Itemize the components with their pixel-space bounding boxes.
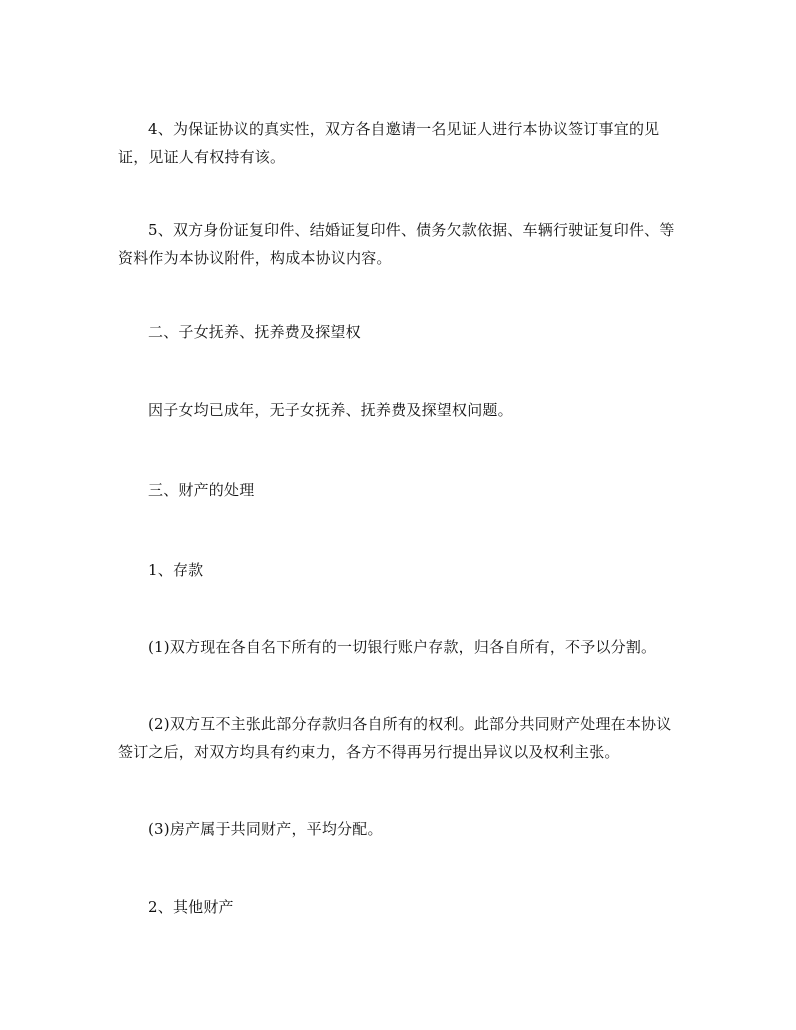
subheading-other-property: 2、其他财产 bbox=[148, 898, 234, 916]
paragraph-deposit-item-1: (1)双方现在各自名下所有的一切银行账户存款，归各自所有，不予以分割。 bbox=[148, 638, 657, 656]
section-heading-property: 三、财产的处理 bbox=[148, 481, 255, 499]
paragraph-deposit-item-2: (2)双方互不主张此部分存款归各自所有的权利。此部分共同财产处理在本协议签订之后，对双方均具有约束力，各方不得再另行提出异议以及权利主张。 bbox=[118, 715, 672, 761]
paragraph-deposit-item-3: (3)房产属于共同财产，平均分配。 bbox=[148, 820, 383, 838]
paragraph-children-adult: 因子女均已成年，无子女抚养、抚养费及探望权问题。 bbox=[148, 401, 513, 419]
section-heading-child-custody: 二、子女抚养、抚养费及探望权 bbox=[148, 323, 361, 341]
paragraph-attachments-clause: 5、双方身份证复印件、结婚证复印件、债务欠款依据、车辆行驶证复印件、等资料作为本协议附件，构成本协议内容。 bbox=[118, 221, 675, 267]
subheading-deposits: 1、存款 bbox=[148, 561, 204, 579]
paragraph-witness-clause: 4、为保证协议的真实性，双方各自邀请一名见证人进行本协议签订事宜的见证，见证人有权持有该。 bbox=[118, 120, 660, 166]
